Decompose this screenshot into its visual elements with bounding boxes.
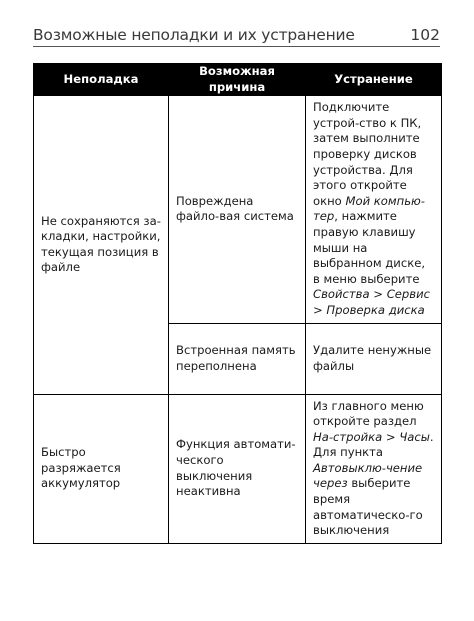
header-divider (33, 46, 440, 47)
fix-cell (306, 394, 442, 543)
fix-text: Из главного меню откройте раздел (313, 398, 424, 429)
troubleshooting-table (33, 63, 442, 544)
table-row (34, 96, 442, 323)
cause-cell: Встроенная память переполнена (169, 323, 306, 394)
page-number: 102 (410, 26, 440, 44)
table-header-row (34, 64, 442, 96)
problem-cell: Быстро разряжается аккумулятор (34, 394, 169, 543)
fix-text: Подключите устрой-ство к ПК, затем выполните проверку дисков устройства. Для этого откройте окно (313, 100, 422, 208)
fix-cell: Удалите ненужные файлы (306, 323, 442, 394)
fix-path-text: Мой компью-тер (313, 193, 425, 224)
table-row (34, 394, 442, 543)
fix-text: . Для пункта (313, 429, 434, 460)
problem-cell: Не сохраняются за-кладки, настройки, текущая позиция в файле (34, 96, 169, 394)
fix-path-text: Автовыклю-чение через (313, 460, 423, 491)
column-header-cause: Возможная причина (169, 64, 306, 96)
fix-cell (306, 96, 442, 323)
fix-path-text: На-стройка > Часы (313, 429, 430, 444)
section-title: Возможные неполадки и их устранение (33, 26, 355, 44)
fix-path-text: Свойства > Сервис > Проверка диска (313, 287, 431, 317)
fix-text: , нажмите правую клавишу мыши на выбранном диске, в меню выберите (313, 209, 426, 286)
page-header (33, 26, 440, 46)
column-header-fix: Устранение (306, 64, 442, 96)
column-header-problem: Неполадка (34, 64, 169, 96)
fix-text: выберите время автоматическо-го выключения (313, 476, 423, 538)
cause-cell: Функция автомати-ческого выключения неактивна (169, 394, 306, 543)
cause-cell: Повреждена файло-вая система (169, 96, 306, 323)
